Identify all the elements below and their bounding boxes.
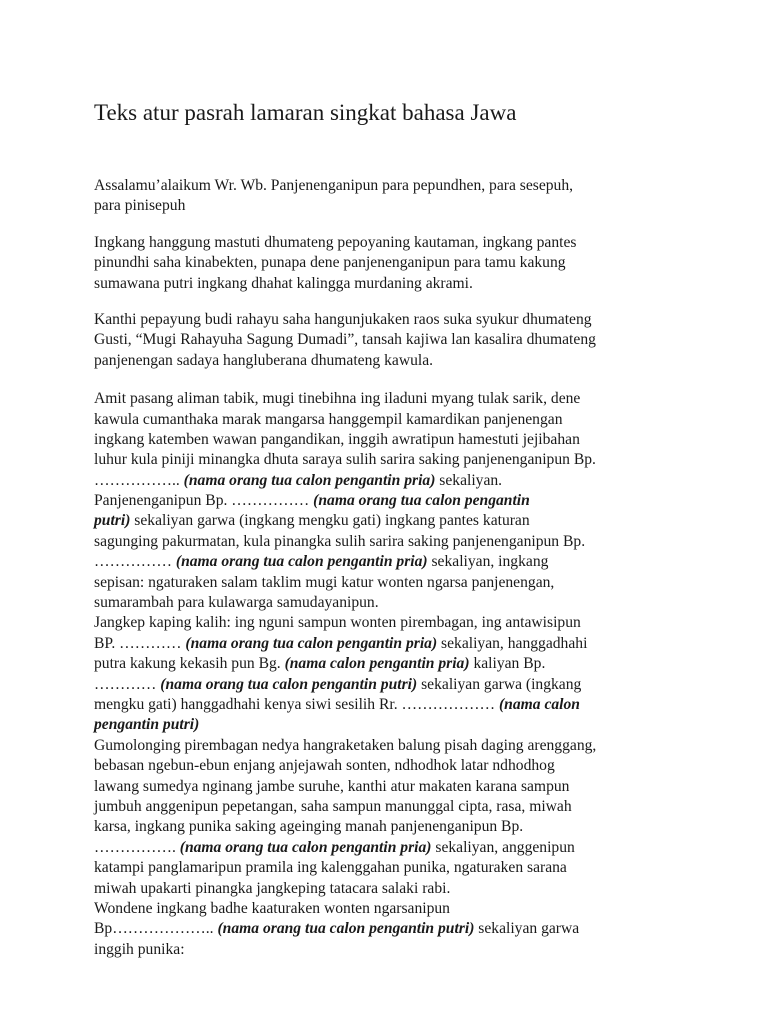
text-line xyxy=(94,552,734,572)
text-line xyxy=(94,410,734,430)
text-line xyxy=(94,233,734,253)
text-line xyxy=(94,450,734,470)
text-line xyxy=(94,838,734,858)
text-run: putra kakung kekasih pun Bg. xyxy=(94,655,285,673)
text-line xyxy=(94,797,734,817)
paragraph-gap xyxy=(94,217,734,233)
text-line xyxy=(94,593,734,613)
placeholder-note: (nama orang tua calon pengantin putri) xyxy=(217,920,475,938)
text-run: sumawana putri ingkang dhahat kalingga murdaning akrami. xyxy=(94,274,473,292)
text-run: pinundhi saha kinabekten, punapa dene panjenenganipun para tamu kakung xyxy=(94,254,566,272)
text-line xyxy=(94,532,734,552)
text-line xyxy=(94,879,734,899)
text-run: panjenengan sadaya hangluberana dhumateng kawula. xyxy=(94,351,434,369)
placeholder-note: (nama orang tua calon pengantin pria) xyxy=(175,553,428,571)
text-run: Gumolonging pirembagan nedya hangraketaken balung pisah daging arenggang, xyxy=(94,736,597,754)
text-run: Jangkep kaping kalih: ing nguni sampun wonten pirembagan, ing antawisipun xyxy=(94,614,581,632)
text-line xyxy=(94,430,734,450)
text-run: sekaliyan garwa (ingkang mengku gati) ingkang pantes katuran xyxy=(130,512,530,530)
text-run: Amit pasang aliman tabik, mugi tinebihna ing iladuni myang tulak sarik, dene xyxy=(94,390,581,408)
placeholder-note: (nama orang tua calon pengantin pria) xyxy=(185,634,438,652)
text-run: para pinisepuh xyxy=(94,197,186,215)
text-line xyxy=(94,695,734,715)
text-run: …………… xyxy=(94,553,176,571)
document-title: Teks atur pasrah lamaran singkat bahasa Jawa xyxy=(94,100,517,125)
text-run: inggih punika: xyxy=(94,940,185,958)
text-run: jumbuh anggenipun pepetangan, saha sampun manunggal cipta, rasa, miwah xyxy=(94,797,572,815)
text-line xyxy=(94,253,734,273)
text-run: mengku gati) hanggadhahi kenya siwi sesilih Rr. ……………… xyxy=(94,695,499,713)
text-run: sagunging pakurmatan, kula pinangka sulih sarira saking panjenenganipun Bp. xyxy=(94,532,586,550)
text-run: katampi panglamaripun pramila ing kalenggahan punika, ngaturaken sarana xyxy=(94,859,567,877)
placeholder-note: (nama orang tua calon pengantin xyxy=(313,492,530,510)
text-run: sekaliyan, anggenipun xyxy=(431,838,575,856)
text-run: miwah upakarti pinangka jangkeping tatacara salaki rabi. xyxy=(94,879,451,897)
text-run: …………….. xyxy=(94,471,184,489)
placeholder-note: (nama calon xyxy=(498,695,580,713)
text-run: Gusti, “Mugi Rahayuha Sagung Dumadi”, tansah kajiwa lan kasalira dhumateng xyxy=(94,331,596,349)
text-line xyxy=(94,654,734,674)
text-line xyxy=(94,471,734,491)
text-run: sekaliyan garwa (ingkang xyxy=(417,675,582,693)
text-run: karsa, ingkang punika saking ageinging manah panjenenganipun Bp. xyxy=(94,818,524,836)
text-run: kaliyan Bp. xyxy=(469,655,546,673)
text-run: sekaliyan garwa xyxy=(474,920,580,938)
paragraph-gap xyxy=(94,294,734,310)
text-run: Ingkang hanggung mastuti dhumateng pepoyaning kautaman, ingkang pantes xyxy=(94,233,577,251)
document-body xyxy=(94,176,734,960)
text-line xyxy=(94,491,734,511)
text-run: Wondene ingkang badhe kaaturaken wonten ngarsanipun xyxy=(94,899,450,917)
text-run: luhur kula piniji minangka dhuta saraya sulih sarira saking panjenenganipun Bp. xyxy=(94,451,596,469)
text-run: sekaliyan, hanggadhahi xyxy=(437,634,588,652)
text-line xyxy=(94,858,734,878)
text-line xyxy=(94,919,734,939)
text-line xyxy=(94,756,734,776)
placeholder-note: (nama orang tua calon pengantin pria) xyxy=(179,838,432,856)
text-run: sekaliyan, ingkang xyxy=(427,553,549,571)
text-line xyxy=(94,940,734,960)
placeholder-note: (nama orang tua calon pengantin putri) xyxy=(160,675,418,693)
text-line xyxy=(94,196,734,216)
text-run: sepisan: ngaturaken salam taklim mugi katur wonten ngarsa panjenengan, xyxy=(94,573,555,591)
placeholder-note: (nama calon pengantin pria) xyxy=(284,655,470,673)
text-line xyxy=(94,573,734,593)
text-line xyxy=(94,511,734,531)
text-run: Assalamu’alaikum Wr. Wb. Panjenenganipun para pepundhen, para sesepuh, xyxy=(94,177,574,194)
text-line xyxy=(94,330,734,350)
text-run: lawang sumedya nginang jambe suruhe, kanthi atur makaten karana sampun xyxy=(94,777,570,795)
text-run: Bp……………….. xyxy=(94,920,218,938)
text-line xyxy=(94,899,734,919)
text-run: sekaliyan. xyxy=(435,471,503,489)
text-run: kawula cumanthaka marak mangarsa hanggempil kamardikan panjenengan xyxy=(94,410,563,428)
text-run: Kanthi pepayung budi rahayu saha hangunjukaken raos suka syukur dhumateng xyxy=(94,310,592,328)
text-run: ……………. xyxy=(94,838,180,856)
placeholder-note: (nama orang tua calon pengantin pria) xyxy=(183,471,436,489)
text-run: bebasan ngebun-ebun enjang anjejawah sonten, ndhodhok latar ndhodhog xyxy=(94,757,555,775)
text-line xyxy=(94,274,734,294)
text-line xyxy=(94,736,734,756)
text-run: ………… xyxy=(94,675,161,693)
text-line xyxy=(94,351,734,371)
placeholder-note: putri) xyxy=(94,512,131,530)
text-line xyxy=(94,715,734,735)
text-line xyxy=(94,613,734,633)
text-line xyxy=(94,675,734,695)
text-line xyxy=(94,176,734,196)
text-line xyxy=(94,310,734,330)
text-line xyxy=(94,777,734,797)
text-run: sumarambah para kulawarga samudayanipun. xyxy=(94,594,379,612)
text-line xyxy=(94,389,734,409)
text-run: ingkang katemben wawan pangandikan, inggih awratipun hamestuti jejibahan xyxy=(94,430,580,448)
placeholder-note: pengantin putri) xyxy=(94,716,200,734)
paragraph-gap xyxy=(94,371,734,389)
text-line xyxy=(94,817,734,837)
text-run: Panjenenganipun Bp. …………… xyxy=(94,492,314,510)
text-line xyxy=(94,634,734,654)
text-run: BP. ………… xyxy=(94,634,186,652)
